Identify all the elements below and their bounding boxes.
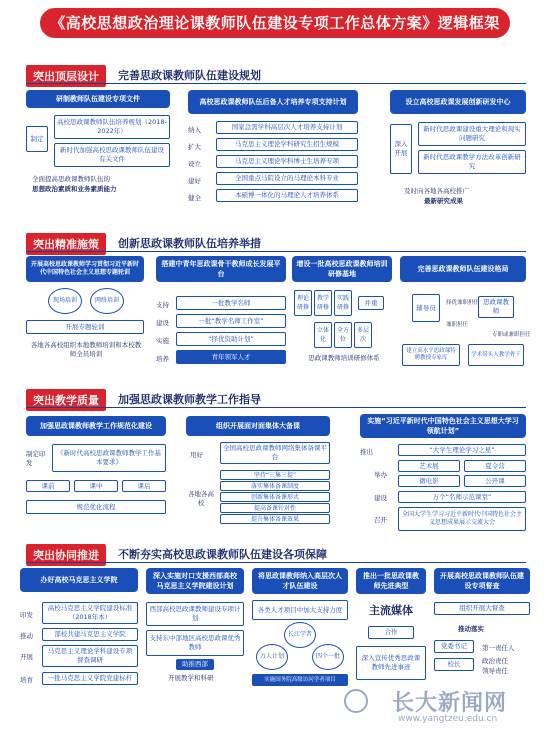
s3-p2-item-3: 创新集体备课形式 xyxy=(220,492,330,502)
s4-p1-row-4: 一批马克思主义学院党建标杆 xyxy=(42,672,138,685)
s2-p4-teacher: 思政课教师 xyxy=(478,296,514,318)
s4-p1-label-3: 开展 xyxy=(20,653,33,661)
section-3-heading: 加强思政课教师教学工作指导 xyxy=(118,393,261,406)
s3-p2-item-5: 提升集体备课效果 xyxy=(220,514,330,524)
s3-p2-header: 组织开展面对面集体大备课 xyxy=(186,416,330,436)
s2-p4-header: 完善思政课教师队伍建设格局 xyxy=(400,256,526,282)
s2-p2-label-4: 培养 xyxy=(156,355,169,363)
s4-p2-boost: 助推西部 xyxy=(176,659,214,670)
s1-p3-header: 设立高校思政课发展创新研发中心 xyxy=(390,90,526,114)
s1-p2-label-4: 建好 xyxy=(188,177,201,185)
s4-p5-promote: 推动落实 xyxy=(458,625,484,633)
s4-p5-secretary: 党委书记 xyxy=(434,640,474,653)
s2-p2-label-2: 建设 xyxy=(156,319,169,327)
s3-p3-header: 实施“习近平新时代中国特色社会主义思想大学习领航计划” xyxy=(360,414,526,438)
s4-p3-foot: 实施国务院高级访问学者项目 xyxy=(252,674,348,686)
watermark-url: www.yangtzeu.edu.cn xyxy=(398,714,498,724)
s4-p3-four-batches: 四个一批 xyxy=(312,644,344,670)
s4-p5-leadership: 领导责任 xyxy=(482,667,508,675)
s1-p1-box-documents: 新时代加强高校思政课教师队伍建设有关文件 xyxy=(54,143,170,167)
s4-p1-label-4: 培育 xyxy=(20,676,33,684)
s1-p3-foot-line2: 最新研究成果 xyxy=(424,197,463,205)
s1-p1-foot-line2: 思想政治素质和业务素质能力 xyxy=(32,185,117,193)
s4-p3-support: 各类人才项目中加大支持力度 xyxy=(252,600,348,620)
page-title: 《高校思想政治理论课教师队伍建设专项工作总体方案》逻辑框架 xyxy=(40,8,510,38)
s4-p1-label-2: 推动 xyxy=(20,632,33,640)
s2-p1-bubble-onsite: 现场培训 xyxy=(48,288,82,314)
s4-p1-row-3: 马克思主义理论学科建设专项督查调研 xyxy=(42,645,138,667)
s1-p3-side-label: 深入开展 xyxy=(390,124,412,174)
s1-panel-reserve-talent xyxy=(188,90,358,212)
s2-panel-backbone-platform xyxy=(156,256,286,368)
s2-p4-edge-3: 专职或兼职担任 xyxy=(492,332,531,338)
s2-p3-side: 并重 xyxy=(358,296,384,310)
s2-p3-practice: 实践研修 xyxy=(334,290,352,316)
section-2-rule xyxy=(26,251,526,252)
s2-p4-academic-leaders: 学术带头人教学骨干 xyxy=(468,344,524,366)
s4-panel-inspection xyxy=(434,568,530,688)
s4-panel-west-support xyxy=(146,568,244,688)
s2-p2-row-1: 一批教学名师 xyxy=(176,296,286,310)
s4-p1-header: 办好高校马克思主义学院 xyxy=(20,568,138,592)
s3-p3-conference: 全国大学生学习习近平新时代中国特色社会主义思想成果展示交流大会 xyxy=(398,507,526,531)
s3-p2-item-4: 提高备课针对性 xyxy=(220,503,330,513)
s3-panel-navigation-plan xyxy=(360,414,526,532)
s3-p1-after-class: 课后 xyxy=(122,480,166,492)
section-4-heading: 不断夯实高校思政课教师队伍建设各项保障 xyxy=(118,548,327,561)
s2-p2-row-2: 一批“教学名师工作室” xyxy=(176,314,286,328)
s2-p1-bar: 开展专题轮训 xyxy=(26,320,144,334)
s3-p3-model-class: 万个“名师示范课堂” xyxy=(398,491,526,503)
s3-p3-side-4: 召开 xyxy=(374,516,387,524)
s1-p3-box-method: 新时代思政课教学方法改革创新研究 xyxy=(418,150,526,174)
s2-p4-expert-pool: 建立高水平思政课特聘教授专家库 xyxy=(402,344,460,366)
s4-p1-label-1: 印发 xyxy=(20,611,33,619)
s4-p5-header: 开展高校思政课教师队伍建设专项督查 xyxy=(434,568,530,594)
s1-p2-header: 高校思政课教师队伍后备人才培养专项支持计划 xyxy=(188,90,358,114)
s4-p4-cooperate: 合作 xyxy=(368,626,414,639)
s3-panel-collective-prep xyxy=(186,416,330,526)
s3-p3-summer-camp: 夏令营 xyxy=(464,460,526,472)
section-1-rule xyxy=(26,83,526,84)
section-1-heading: 完善思政课教师队伍建设规划 xyxy=(118,69,261,82)
section-1-tag: 突出顶层设计 xyxy=(26,65,106,87)
s4-panel-marxism-schools xyxy=(20,568,138,688)
s2-p1-foot: 各地各高校组织本地教师培训和本校教师全员培训 xyxy=(30,341,142,358)
s4-p5-president: 校长 xyxy=(434,658,474,671)
s4-p4-publicity: 深入宣传优秀思政课教师先进事迹 xyxy=(356,646,426,680)
s2-p1-bubble-online: 网络培训 xyxy=(90,288,124,314)
s1-p1-foot-line1: 全面提高思政课教师队伍的 xyxy=(32,175,110,183)
s2-p3-3d: 立体化 xyxy=(314,322,332,348)
s3-p1-header: 加强思政课教师教学工作规范化建设 xyxy=(26,416,166,436)
s2-p3-teaching: 教学研修 xyxy=(314,290,332,316)
s1-p2-row-4: 全国重点马院设立的马理论本科专业 xyxy=(216,172,358,185)
s1-panel-research-center xyxy=(390,90,526,212)
watermark-text: 长大新闻网 xyxy=(392,691,508,716)
s3-p2-platform: 全国高校思政课教师网络集体备课平台 xyxy=(220,442,330,464)
s3-p2-item-1: 坚持“三集三提” xyxy=(220,470,330,480)
s3-p2-side-1: 用好 xyxy=(190,451,203,459)
s4-p2-support: 支持东中部地区高校思政课优秀教师 xyxy=(146,630,244,656)
s3-p3-side-2: 举办 xyxy=(374,471,387,479)
s2-p3-foot: 思政课教师培训研修体系 xyxy=(308,354,380,362)
s2-p2-row-4: 青年领军人才 xyxy=(176,350,286,364)
s4-p3-changjiang: 长江学者 xyxy=(284,622,316,648)
s3-p2-side-2: 各地各高校 xyxy=(188,490,214,507)
s3-p1-side: 制定印发 xyxy=(26,450,46,467)
s3-p3-star: “大学生理论学习之星” xyxy=(398,444,526,456)
s4-p1-row-1: 高校马克思主义学院建设标准（2018年本） xyxy=(42,602,138,624)
s3-p1-doc: 《新时代高校思政课教师教学工作基本要求》 xyxy=(52,444,166,472)
s1-p1-header: 研制教师队伍建设专项文件 xyxy=(26,90,170,108)
s4-p5-inspect: 组织开展大督查 xyxy=(434,602,530,615)
s1-p2-row-2: 马克思主义理论学科研究生招生规模 xyxy=(216,138,358,151)
watermark-seal-icon xyxy=(344,689,368,713)
section-4-rule xyxy=(26,562,526,563)
s4-panel-talent-pool xyxy=(252,568,348,688)
s2-p4-edge-2: 兼职担任 xyxy=(446,322,469,328)
section-3-tag: 突出教学质量 xyxy=(26,389,106,411)
s4-p4-header: 推出一批思政课教师先进典型 xyxy=(356,568,426,594)
s3-p2-item-2: 落实集体备课制度 xyxy=(220,481,330,491)
s4-p2-plan: 西部高校思政课教师建设专项计划 xyxy=(146,602,244,626)
s1-p2-label-2: 扩大 xyxy=(188,143,201,151)
s4-p2-research: 开展教学和科研 xyxy=(168,674,214,682)
s1-p2-row-3: 马克思主义理论学科博士生培养专项 xyxy=(216,155,358,168)
s3-panel-standardization xyxy=(26,416,166,524)
s3-p3-side-1: 推出 xyxy=(360,448,373,456)
s2-p2-header: 搭建中青年思政课骨干教师成长发展平台 xyxy=(156,256,286,282)
s2-p4-counselor: 辅导员 xyxy=(412,294,440,322)
s2-panel-team-structure xyxy=(400,256,531,374)
s2-panel-rotation-training xyxy=(26,256,144,376)
s1-p2-label-3: 设立 xyxy=(188,160,201,168)
s3-p1-in-class: 课中 xyxy=(74,480,118,492)
s1-p2-label-1: 纳入 xyxy=(188,126,201,134)
s2-p1-header: 开展高校思政课教师学习贯彻习近平新时代中国特色社会主义思想专题轮训 xyxy=(26,256,144,282)
s4-p2-header: 深入实施对口支援西部高校马克思主义学院建设计划 xyxy=(146,568,244,594)
s4-p4-media: 主流媒体 xyxy=(369,604,413,617)
s2-p2-row-3: “择优资助计划” xyxy=(176,332,286,346)
s1-panel-plan-docs xyxy=(26,90,170,210)
s2-p3-all-round: 全方位 xyxy=(334,322,352,348)
s4-panel-role-models xyxy=(356,568,426,688)
s4-p3-header: 将思政课教师纳入高层次人才队伍建设 xyxy=(252,568,348,594)
s2-p2-label-1: 支持 xyxy=(156,301,169,309)
s3-p1-before-class: 课前 xyxy=(26,480,70,492)
s3-p3-exhibition: 艺术展 xyxy=(398,460,460,472)
s1-p3-foot-line1: 及时向各地各高校推广 xyxy=(404,187,469,195)
s1-p1-side-label: 制定 xyxy=(26,126,48,152)
s1-p2-row-5: 本硕博一体化的马理论人才培养体系 xyxy=(216,189,358,202)
s1-p2-label-5: 健全 xyxy=(188,194,201,202)
s3-p3-side-3: 建设 xyxy=(374,494,387,502)
section-3-rule xyxy=(26,407,526,408)
s4-p3-ten-thousand: 万人计划 xyxy=(256,644,288,670)
s4-p1-row-2: 部校共建马克思主义学院 xyxy=(42,628,138,641)
s2-p3-multilevel: 多层次 xyxy=(354,322,372,348)
s4-p5-political: 政治责任 xyxy=(482,657,508,665)
s4-p5-first-responsible: 第一责任人 xyxy=(482,644,515,652)
s3-p3-open-class: 公开课 xyxy=(464,475,526,487)
s2-p2-label-3: 实施 xyxy=(156,337,169,345)
s2-p3-theory: 理论研修 xyxy=(294,290,312,316)
s2-p3-header: 增设一批高校思政课教师培训研修基地 xyxy=(292,256,392,282)
s1-p2-row-1: 国家急需学科高层次人才培养支持计划 xyxy=(216,121,358,134)
section-4-tag: 突出协同推进 xyxy=(26,544,106,566)
s2-panel-training-bases xyxy=(292,256,392,374)
section-2-heading: 创新思政课教师队伍培养举措 xyxy=(118,237,261,250)
section-2-tag: 突出精准施策 xyxy=(26,233,106,255)
s2-p4-edge-1: 择优兼职担任 xyxy=(446,300,480,306)
s3-p3-micro-film: 微电影 xyxy=(398,475,460,487)
s1-p1-box-plan: 高校思政课教师队伍培养规划（2018-2022年） xyxy=(54,115,170,139)
s3-p1-optimize: 规范优化流程 xyxy=(26,500,166,514)
s1-p3-box-theory: 新时代思政课建设重大理论和现实问题研究 xyxy=(418,122,526,146)
